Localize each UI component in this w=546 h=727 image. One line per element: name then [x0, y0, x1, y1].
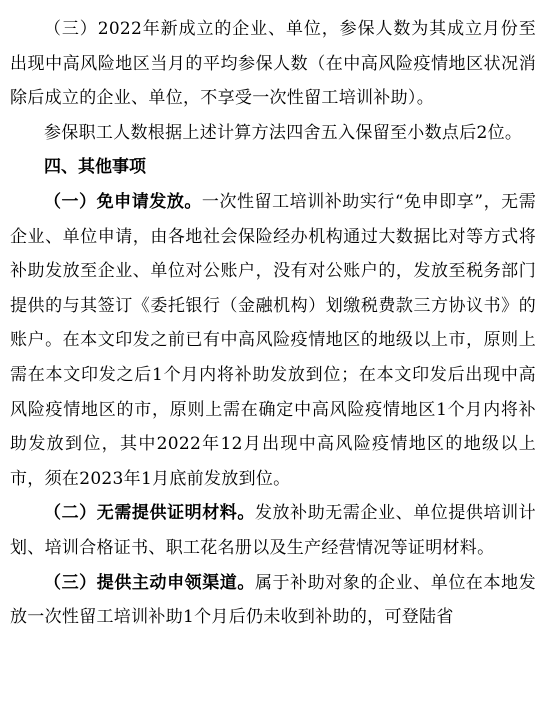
section-heading: 四、其他事项 [44, 157, 146, 178]
item-no-application [10, 185, 536, 496]
paragraph-text: 参保职工人数根据上述计算方法四舍五入保留至小数点后2位。 [44, 122, 523, 143]
item-lead: （二）无需提供证明材料。 [44, 503, 255, 524]
paragraph-rounding-rule [10, 116, 536, 151]
paragraph-new-enterprises [10, 0, 536, 116]
item-lead: （一）免申请发放。 [44, 191, 202, 212]
item-no-proof [10, 496, 536, 565]
paragraph-text: （三）2022年新成立的企业、单位，参保人数为其成立月份至出现中高风险地区当月的平均参保人数（在中高风险疫情地区状况消除后成立的企业、单位，不享受一次性留工培训补助）。 [10, 19, 536, 109]
item-apply-channel [10, 566, 536, 635]
item-text: 发放补助无需企业、单位提供培训计划、培训合格证书、职工花名册以及生产经营情况等证明材料。 [10, 503, 536, 558]
item-lead: （三）提供主动申领渠道。 [44, 572, 255, 593]
item-text: 属于补助对象的企业、单位在本地发放一次性留工培训补助1个月后仍未收到补助的，可登陆省 [10, 572, 536, 628]
item-text: 一次性留工培训补助实行“免申即享”，无需企业、单位申请，由各地社会保险经办机构通过大数据比对等方式将补助发放至企业、单位对公账户，没有对公账户的，发放至税务部门提供的与其签订《委托银行（金融机构）划缴税费款三方协议书》的账户。在本文印发之前已有中高风险疫情地区的地级以上市，原则上需在本文印发之后1个月内将补助发放到位；在本文印发后出现中高风险疫情地区的市，原则上需在确定中高风险疫情地区1个月内将补助发放到位，其中2022年12月出现中高风险疫情地区的地级以上市，须在2023年1月底前发放到位。 [10, 191, 536, 489]
